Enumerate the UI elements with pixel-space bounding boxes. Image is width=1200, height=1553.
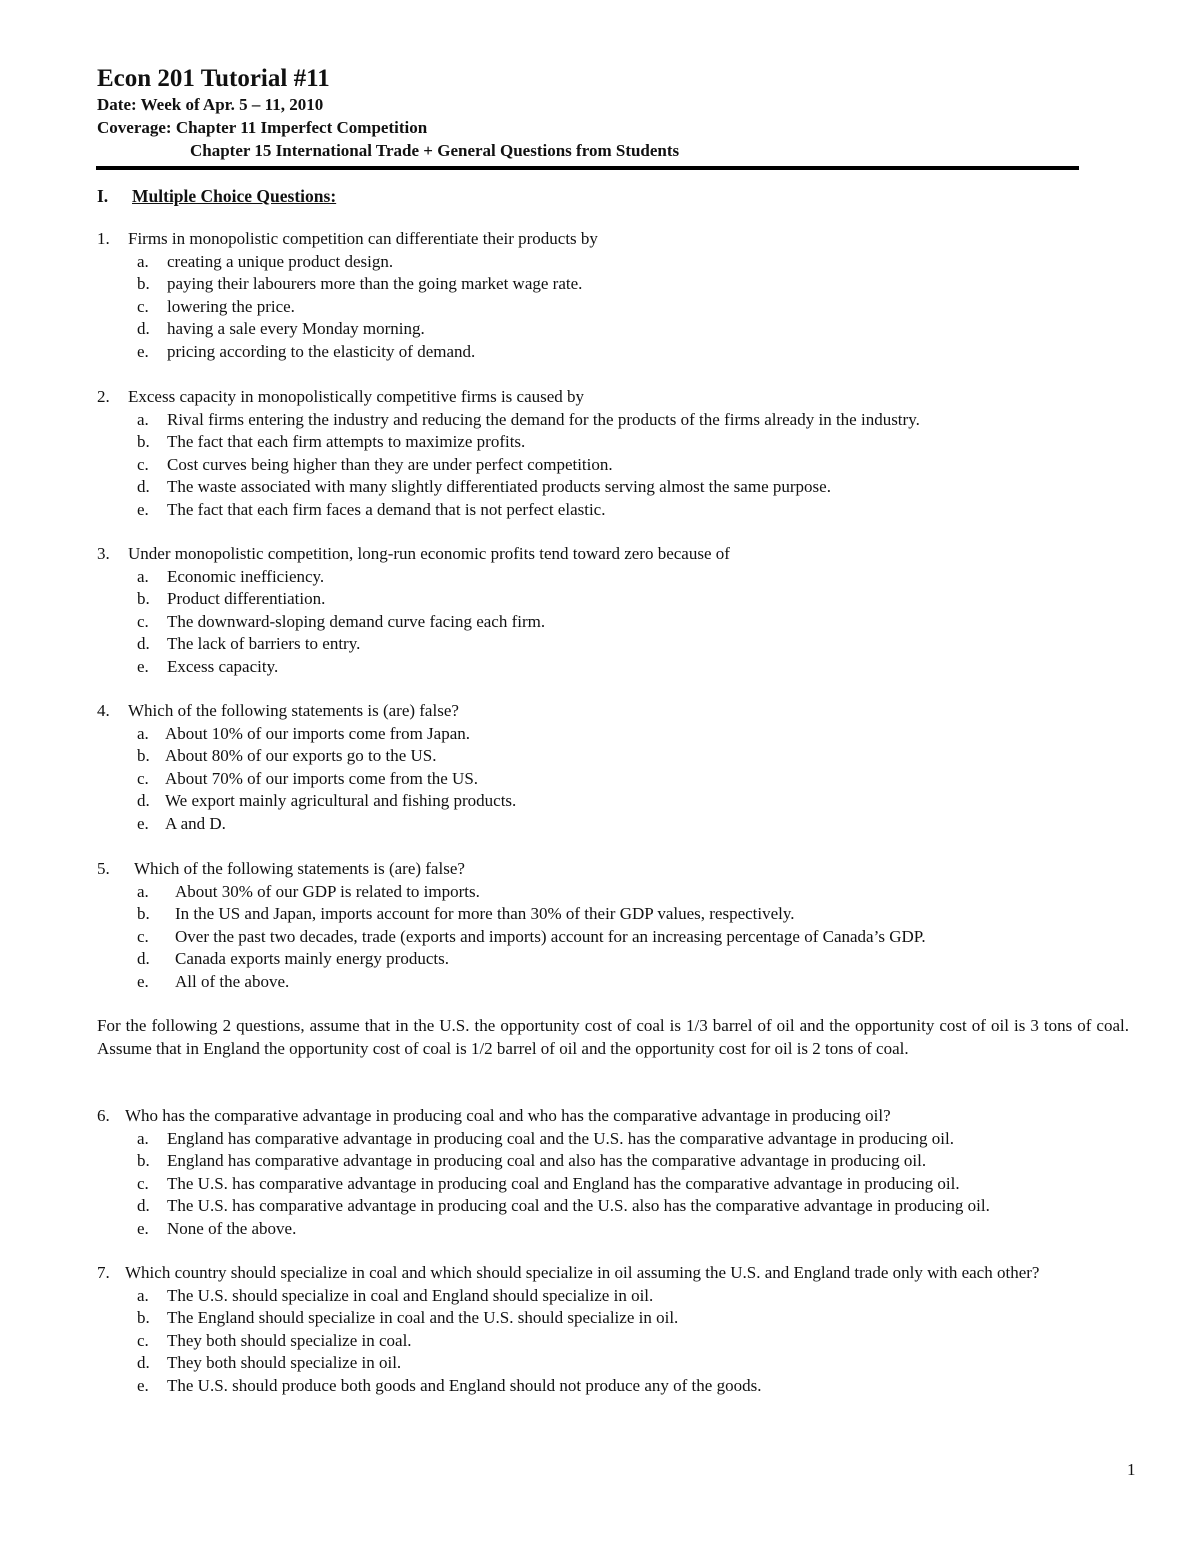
question-number: 5.	[97, 859, 110, 878]
option-text: creating a unique product design.	[167, 251, 394, 271]
option-text: The fact that each firm faces a demand that is not perfect elastic.	[167, 499, 606, 519]
option-text: About 30% of our GDP is related to imports.	[175, 881, 480, 901]
page-number: 1	[1127, 1460, 1136, 1479]
option-text: Over the past two decades, trade (exports and imports) account for an increasing percentage of Canada’s GDP.	[175, 926, 926, 946]
question-number: 7.	[97, 1263, 110, 1282]
option-text: The U.S. has comparative advantage in producing coal and England has the comparative advantage in producing oil.	[167, 1173, 960, 1193]
option-text: having a sale every Monday morning.	[167, 319, 425, 338]
question-5	[97, 858, 1137, 993]
coverage-line-continued: Chapter 15 International Trade + General Questions from Students	[190, 141, 680, 160]
option-text: Excess capacity.	[167, 656, 279, 676]
option-letter: a.	[137, 409, 149, 429]
answer-option	[137, 723, 1137, 746]
option-letter: e.	[137, 656, 149, 676]
question-text: Who has the comparative advantage in producing coal and who has the comparative advantage in producing oil?	[125, 1106, 891, 1125]
section-title: Multiple Choice Questions:	[132, 186, 337, 206]
question-7	[97, 1262, 1127, 1397]
option-text: None of the above.	[167, 1218, 297, 1238]
answer-option	[137, 633, 1137, 656]
option-text: The U.S. should produce both goods and England should not produce any of the goods.	[167, 1375, 762, 1395]
option-text: The fact that each firm attempts to maximize profits.	[167, 432, 526, 451]
question-3	[97, 543, 1137, 678]
option-letter: e.	[137, 341, 149, 361]
option-letter: b.	[137, 589, 150, 608]
option-text: We export mainly agricultural and fishing products.	[165, 791, 517, 810]
answer-option	[137, 881, 1137, 904]
answer-option	[137, 1330, 1127, 1353]
option-letter: e.	[137, 499, 149, 519]
option-text: They both should specialize in coal.	[167, 1330, 412, 1350]
option-letter: a.	[137, 1285, 149, 1305]
document-title: Econ 201 Tutorial #11	[97, 65, 330, 92]
option-letter: b.	[137, 274, 150, 293]
answer-option	[137, 1218, 1137, 1241]
question-text: Firms in monopolistic competition can differentiate their products by	[128, 229, 598, 248]
option-text: The waste associated with many slightly differentiated products serving almost the same purpose.	[167, 477, 831, 496]
question-number: 2.	[97, 387, 110, 406]
date-line: Date: Week of Apr. 5 – 11, 2010	[97, 95, 324, 114]
option-text: In the US and Japan, imports account for more than 30% of their GDP values, respectively.	[175, 904, 795, 923]
question-text: Which of the following statements is (are) false?	[128, 701, 459, 720]
option-text: Product differentiation.	[167, 589, 326, 608]
option-letter: a.	[137, 881, 149, 901]
scenario-paragraph: For the following 2 questions, assume that in the U.S. the opportunity cost of coal is 1/3 barrel of oil and the opportunity cost of oil is 3 tons of coal. Assume that in England the opportunity cost of coal is 1/2 barrel of oil and the opportunity cost for oil is 2 tons of coal.	[97, 1016, 1129, 1058]
question-number: 3.	[97, 544, 110, 563]
answer-option	[137, 296, 1137, 319]
option-letter: e.	[137, 1375, 149, 1395]
option-letter: a.	[137, 723, 149, 743]
option-letter: a.	[137, 566, 149, 586]
option-letter: b.	[137, 1151, 150, 1170]
option-letter: d.	[137, 477, 150, 496]
option-letter: b.	[137, 746, 150, 765]
question-1	[97, 228, 1137, 363]
answer-option	[137, 656, 1137, 679]
option-text: About 70% of our imports come from the US.	[165, 768, 479, 788]
option-letter: e.	[137, 813, 149, 833]
option-letter: a.	[137, 251, 149, 271]
header-divider	[96, 166, 1079, 170]
option-text: pricing according to the elasticity of demand.	[167, 341, 476, 361]
option-text: They both should specialize in oil.	[167, 1353, 402, 1372]
answer-option	[137, 1352, 1127, 1375]
option-letter: d.	[137, 791, 150, 810]
option-text: England has comparative advantage in producing coal and also has the comparative advantage in producing oil.	[167, 1151, 927, 1170]
section-number: I.	[97, 186, 109, 206]
question-number: 1.	[97, 229, 110, 248]
answer-option	[137, 611, 1137, 634]
answer-option	[137, 1195, 1137, 1218]
question-number: 6.	[97, 1106, 110, 1125]
option-letter: c.	[137, 926, 149, 946]
option-letter: c.	[137, 296, 149, 316]
answer-option	[137, 251, 1137, 274]
answer-option	[137, 1307, 1127, 1330]
question-text: Under monopolistic competition, long-run economic profits tend toward zero because of	[128, 544, 730, 563]
answer-option	[137, 971, 1137, 994]
option-text: lowering the price.	[167, 296, 295, 316]
option-text: About 80% of our exports go to the US.	[165, 746, 437, 765]
answer-option	[137, 454, 1137, 477]
option-letter: c.	[137, 611, 149, 631]
option-letter: e.	[137, 971, 149, 991]
option-text: Rival firms entering the industry and reducing the demand for the products of the firms already in the industry.	[167, 409, 920, 429]
question-2	[97, 386, 1137, 521]
option-text: Canada exports mainly energy products.	[175, 949, 449, 968]
option-letter: d.	[137, 1196, 150, 1215]
question-text: Excess capacity in monopolistically competitive firms is caused by	[128, 387, 585, 406]
option-letter: c.	[137, 768, 149, 788]
answer-option	[137, 588, 1137, 611]
answer-option	[137, 273, 1137, 296]
option-text: The England should specialize in coal and the U.S. should specialize in oil.	[167, 1308, 679, 1327]
question-4	[97, 700, 1137, 835]
answer-option	[137, 1150, 1137, 1173]
answer-option	[137, 1128, 1137, 1151]
answer-option	[137, 1285, 1127, 1308]
option-letter: d.	[137, 634, 150, 653]
answer-option	[137, 768, 1137, 791]
answer-option	[137, 926, 1137, 949]
answer-option	[137, 1173, 1137, 1196]
answer-option	[137, 318, 1137, 341]
option-letter: a.	[137, 1128, 149, 1148]
section-heading	[97, 184, 336, 208]
option-text: A and D.	[165, 813, 226, 833]
option-letter: c.	[137, 1330, 149, 1350]
option-text: Cost curves being higher than they are under perfect competition.	[167, 454, 613, 474]
question-text: Which of the following statements is (are) false?	[134, 859, 465, 878]
answer-option	[137, 409, 1137, 432]
answer-option	[137, 476, 1137, 499]
answer-option	[137, 745, 1137, 768]
option-text: The U.S. has comparative advantage in producing coal and the U.S. also has the comparative advantage in producing oil.	[167, 1196, 990, 1215]
option-text: paying their labourers more than the going market wage rate.	[167, 274, 583, 293]
answer-option	[137, 341, 1137, 364]
option-letter: d.	[137, 319, 150, 338]
option-letter: c.	[137, 454, 149, 474]
option-letter: b.	[137, 432, 150, 451]
answer-option	[137, 790, 1137, 813]
question-number: 4.	[97, 701, 110, 720]
option-text: All of the above.	[175, 971, 290, 991]
question-text: Which country should specialize in coal and which should specialize in oil assuming the U.S. and England trade only with each other?	[125, 1263, 1040, 1282]
answer-option	[137, 903, 1137, 926]
option-text: England has comparative advantage in producing coal and the U.S. has the comparative advantage in producing oil.	[167, 1128, 954, 1148]
answer-option	[137, 948, 1137, 971]
option-letter: e.	[137, 1218, 149, 1238]
answer-option	[137, 813, 1137, 836]
answer-option	[137, 499, 1137, 522]
option-text: The U.S. should specialize in coal and England should specialize in oil.	[167, 1285, 654, 1305]
answer-option	[137, 1375, 1127, 1398]
answer-option	[137, 431, 1137, 454]
option-text: Economic inefficiency.	[167, 566, 325, 586]
coverage-line: Coverage: Chapter 11 Imperfect Competition	[97, 118, 428, 137]
question-6	[97, 1105, 1137, 1240]
option-letter: d.	[137, 949, 150, 968]
option-text: The lack of barriers to entry.	[167, 634, 361, 653]
option-letter: c.	[137, 1173, 149, 1193]
option-letter: b.	[137, 1308, 150, 1327]
answer-option	[137, 566, 1137, 589]
option-letter: d.	[137, 1353, 150, 1372]
option-letter: b.	[137, 904, 150, 923]
option-text: The downward-sloping demand curve facing each firm.	[167, 611, 546, 631]
option-text: About 10% of our imports come from Japan.	[165, 723, 470, 743]
